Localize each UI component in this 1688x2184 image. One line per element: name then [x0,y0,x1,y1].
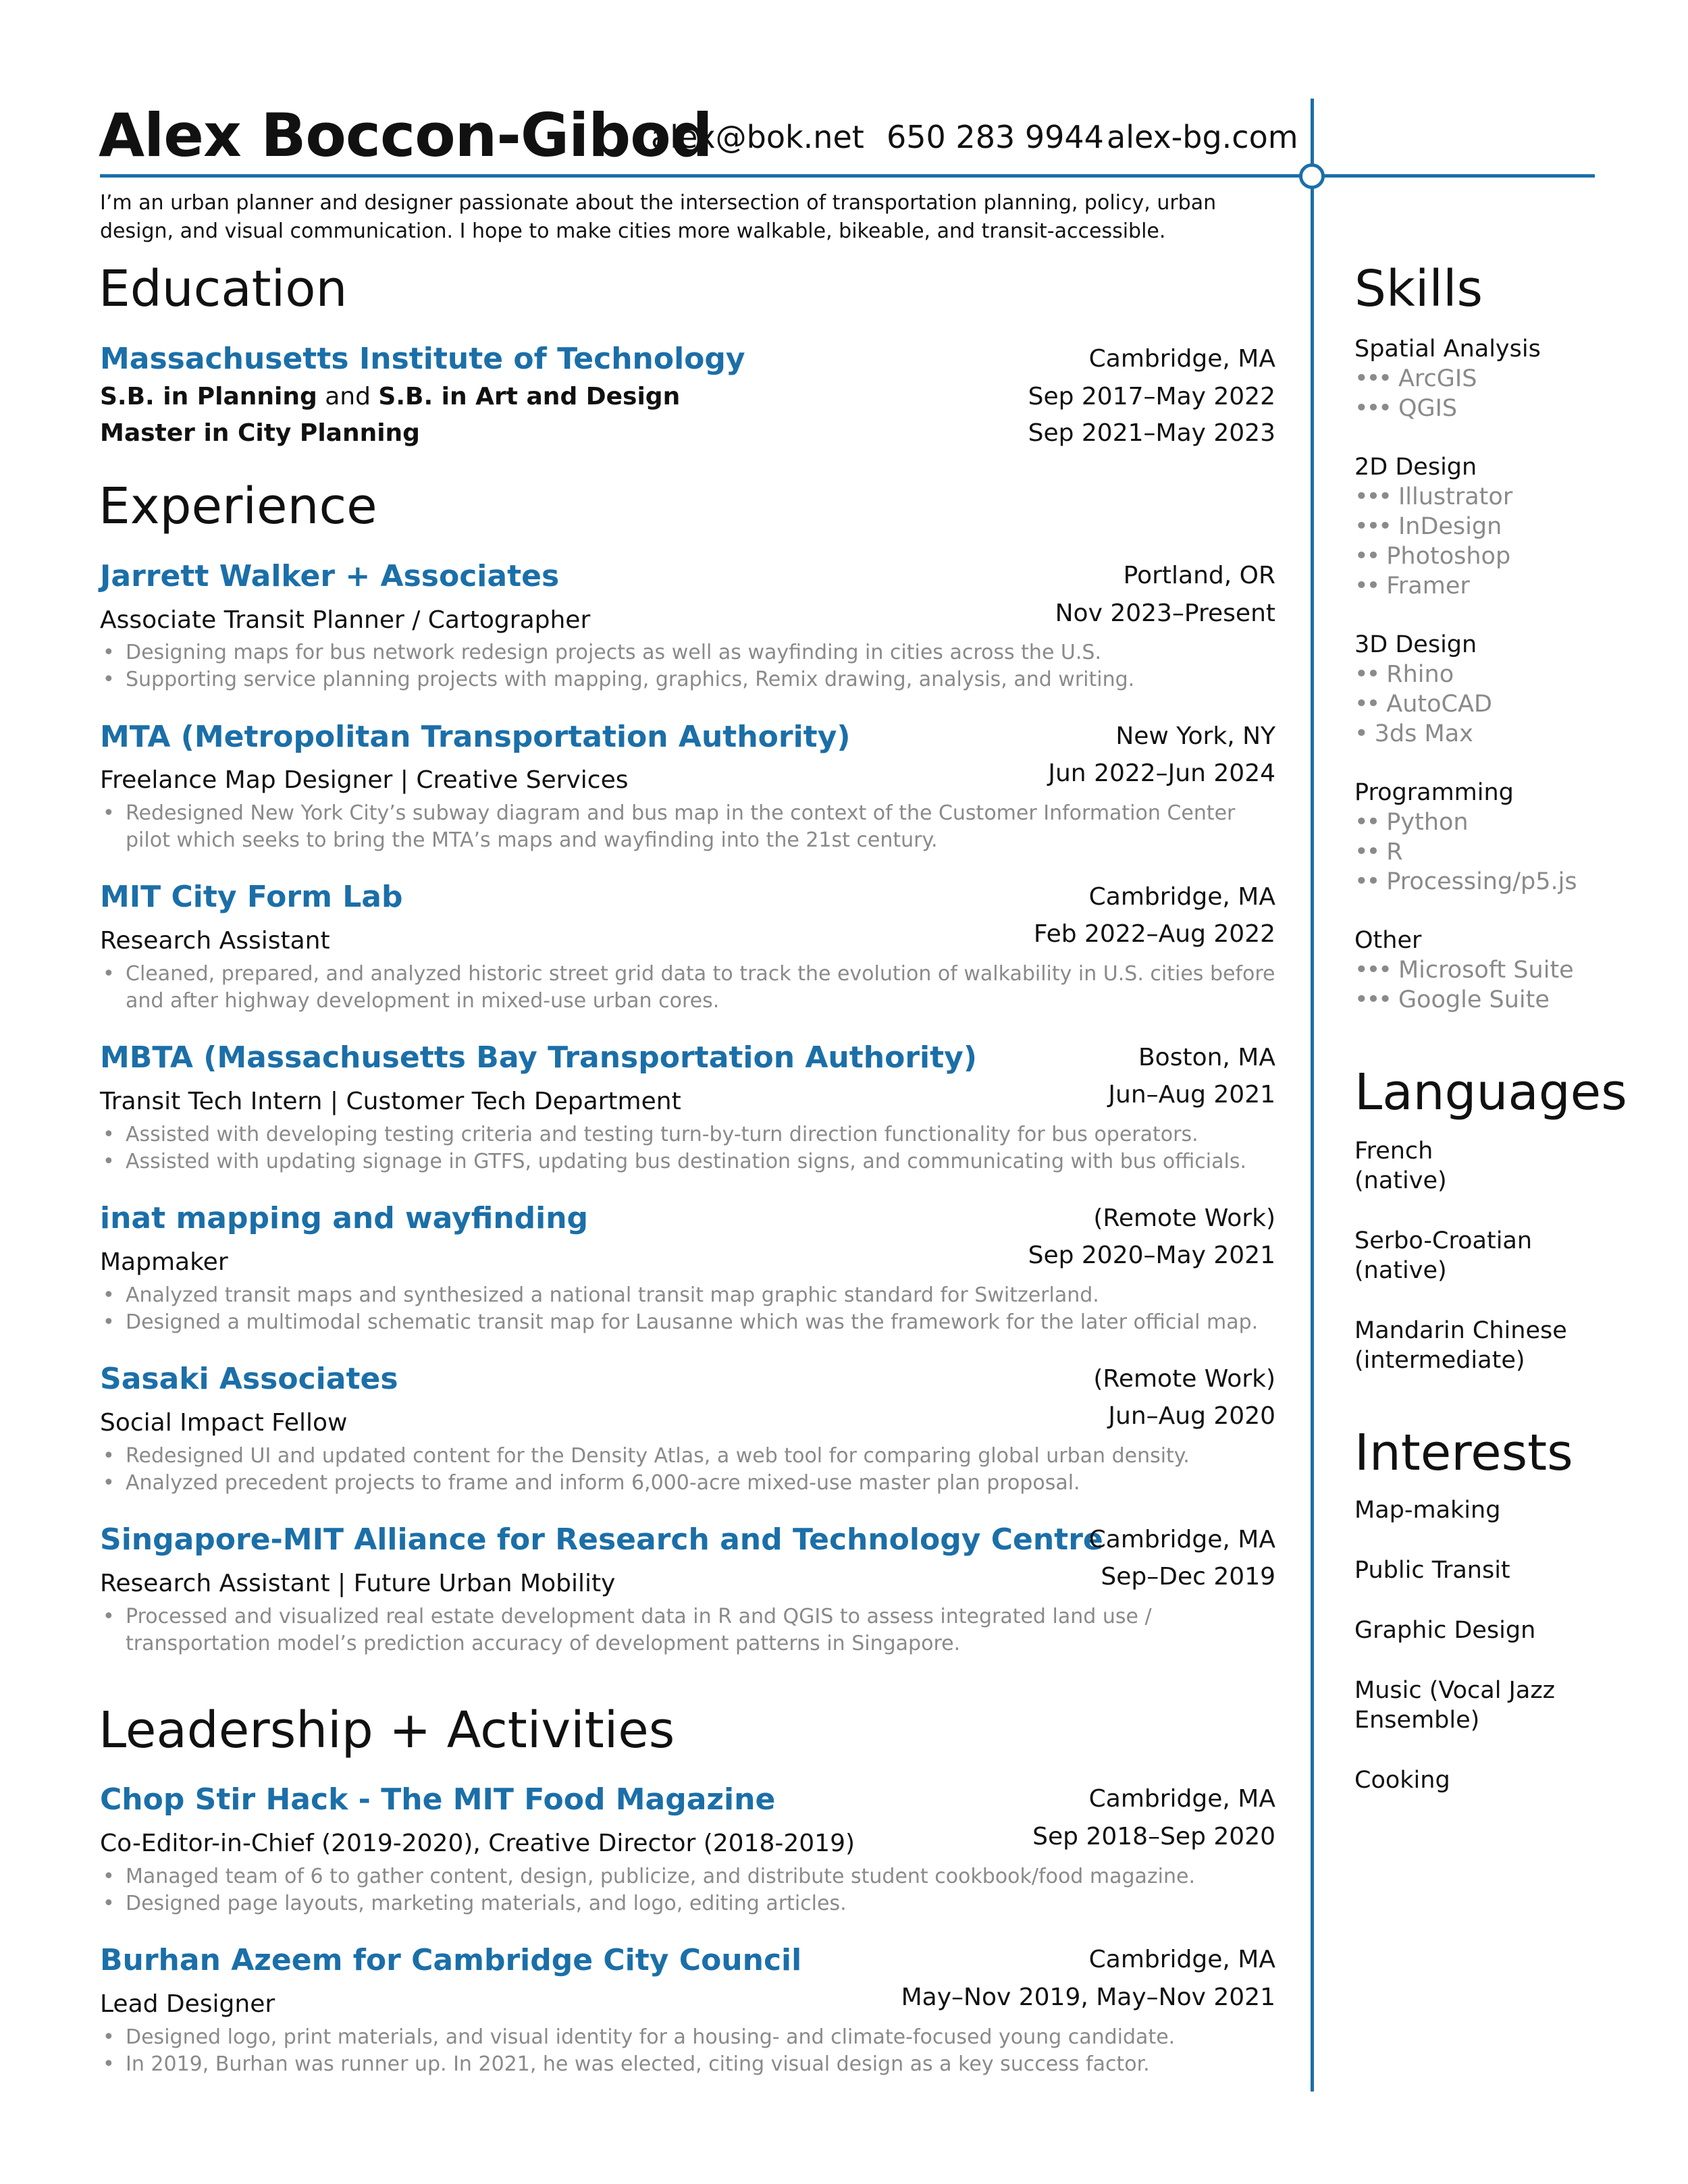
skill-item: •• Framer [1354,572,1470,600]
activity-location: Cambridge, MA [1088,1785,1275,1813]
bullet: • Designed logo, print materials, and visual identity for a housing- and climate-focused young candidate. [101,2024,1283,2051]
activity-dates: May–Nov 2019, May–Nov 2021 [901,1983,1275,2011]
education-heading: Education [99,260,348,318]
skill-item: ••• QGIS [1354,395,1458,422]
job-location: Cambridge, MA [1088,883,1275,911]
skill-level-dots: ••• [1354,986,1390,1013]
language-item: French (native) [1354,1138,1447,1194]
bullet: • In 2019, Burhan was runner up. In 2021, he was elected, citing visual design as a key success factor. [101,2051,1283,2078]
bullet: • Analyzed transit maps and synthesized a national transit map graphic standard for Switzerland. [101,1282,1283,1309]
skill-level-dots: ••• [1354,483,1390,510]
skill-item: •• Rhino [1354,661,1454,688]
job-role: Mapmaker [100,1248,228,1276]
bullet: • Managed team of 6 to gather content, design, publicize, and distribute student cookbook/food magazine. [101,1863,1283,1890]
interests-list [1354,1495,1665,1826]
job-bullets [101,1603,1283,1657]
job-bullets [101,800,1283,854]
job-role: Social Impact Fellow [100,1409,348,1437]
activity-org: Burhan Azeem for Cambridge City Council [100,1943,802,1977]
skill-level-dots: •• [1354,809,1379,836]
job-org: Sasaki Associates [100,1362,398,1396]
header-rule [100,174,1595,178]
language-item: Serbo-Croatian (native) [1354,1227,1533,1284]
interests-heading: Interests [1354,1424,1573,1482]
education-degree-1-dates: Sep 2017–May 2022 [1028,383,1275,410]
skill-group [1354,926,1665,1015]
activity-org: Chop Stir Hack - The MIT Food Magazine [100,1782,776,1817]
skill-group [1354,452,1665,601]
bullet: • Redesigned UI and updated content for the Density Atlas, a web tool for comparing global urban density. [101,1443,1283,1470]
skill-category: Spatial Analysis [1354,336,1541,363]
job-bullets [101,1282,1283,1336]
skill-level-dots: ••• [1354,365,1390,392]
skill-category: 2D Design [1354,454,1477,481]
skill-level-dots: •• [1354,838,1379,865]
experience-heading: Experience [99,477,377,535]
interest-item: Graphic Design [1354,1617,1536,1644]
sidebar-divider-line [1311,99,1314,2092]
bullet: • Supporting service planning projects with mapping, graphics, Remix drawing, analysis, and writing. [101,666,1283,693]
job-role: Research Assistant | Future Urban Mobility [100,1570,616,1597]
skill-item: •• AutoCAD [1354,691,1492,718]
website-link[interactable]: alex-bg.com [1107,119,1298,155]
activity-location: Cambridge, MA [1088,1946,1275,1973]
skill-item: •• Photoshop [1354,543,1511,570]
skill-level-dots: • [1354,720,1367,747]
activity-role: Co-Editor-in-Chief (2019-2020), Creative Director (2018-2019) [100,1830,855,1857]
job-location: (Remote Work) [1093,1204,1275,1232]
skill-item: ••• Google Suite [1354,986,1550,1013]
skill-category: Other [1354,927,1422,954]
job-org: MTA (Metropolitan Transportation Authority) [100,720,851,754]
skill-level-dots: •• [1354,691,1379,718]
bullet: • Assisted with developing testing criteria and testing turn-by-turn direction functionality for bus operators. [101,1121,1283,1148]
job-dates: Jun–Aug 2020 [1108,1402,1275,1430]
skill-level-dots: •• [1354,868,1379,895]
education-location: Cambridge, MA [1088,345,1275,373]
skill-item: ••• InDesign [1354,513,1502,540]
skill-item: • 3ds Max [1354,720,1473,747]
job-org: inat mapping and wayfinding [100,1201,589,1235]
phone-number: 650 283 9944 [887,119,1104,155]
job-role: Associate Transit Planner / Cartographer [100,606,591,634]
education-degree-2-dates: Sep 2021–May 2023 [1028,419,1275,447]
skill-item: ••• ArcGIS [1354,365,1477,392]
skill-item: •• Python [1354,809,1469,836]
leadership-heading: Leadership + Activities [99,1701,675,1759]
skills-list [1354,334,1665,1044]
bullet: • Designed page layouts, marketing materials, and logo, editing articles. [101,1890,1283,1917]
job-dates: Sep 2020–May 2021 [1028,1242,1275,1269]
job-bullets [101,1443,1283,1497]
bullet: • Designing maps for bus network redesign projects as well as wayfinding in cities across the U.S. [101,639,1283,666]
interest-item: Cooking [1354,1767,1450,1794]
education-degree-2: Master in City Planning [100,419,420,447]
bullet: • Assisted with updating signage in GTFS, updating bus destination signs, and communicating with bus officials. [101,1148,1283,1175]
skill-level-dots: •• [1354,543,1379,570]
job-role: Transit Tech Intern | Customer Tech Department [100,1088,681,1115]
email-link[interactable]: alex@bok.net [651,119,864,155]
job-location: Cambridge, MA [1088,1526,1275,1553]
job-location: (Remote Work) [1093,1365,1275,1393]
skill-item: •• Processing/p5.js [1354,868,1577,895]
skill-level-dots: ••• [1354,513,1390,540]
languages-list [1354,1136,1665,1406]
education-degree-1: S.B. in Planning and S.B. in Art and Design [100,383,681,410]
job-bullets [101,961,1283,1015]
activity-bullets [101,1863,1283,1917]
activity-dates: Sep 2018–Sep 2020 [1032,1823,1275,1850]
resume-name: Alex Boccon-Gibod [99,101,712,170]
job-dates: Jun–Aug 2021 [1108,1081,1275,1109]
job-org: MIT City Form Lab [100,880,403,914]
job-location: Portland, OR [1123,562,1275,589]
bullet: • Redesigned New York City’s subway diagram and bus map in the context of the Customer Information Center pilot which seeks to bring the MTA’s maps and wayfinding into the 21st century. [101,800,1283,854]
skill-item: ••• Microsoft Suite [1354,957,1574,984]
rule-junction-circle [1299,163,1325,189]
skill-category: Programming [1354,779,1514,806]
skill-item: •• R [1354,838,1403,865]
job-role: Freelance Map Designer | Creative Services [100,766,629,794]
job-bullets [101,639,1283,693]
bullet: • Analyzed precedent projects to frame and inform 6,000-acre mixed-use master plan proposal. [101,1470,1283,1497]
education-school: Massachusetts Institute of Technology [100,342,745,376]
activity-bullets [101,2024,1283,2078]
job-dates: Nov 2023–Present [1055,600,1275,627]
bullet: • Processed and visualized real estate development data in R and QGIS to assess integrated land use / transportation model’s prediction accuracy of development patterns in Singapore. [101,1603,1283,1657]
summary-text: I’m an urban planner and designer passionate about the intersection of transportation planning, policy, urban design, and visual communication. I hope to make cities more walkable, bikeable, and transit-accessible. [100,191,1217,243]
job-dates: Jun 2022–Jun 2024 [1048,760,1275,787]
languages-heading: Languages [1354,1063,1627,1121]
skill-item: ••• Illustrator [1354,483,1513,510]
interest-item: Public Transit [1354,1557,1510,1584]
interest-item: Music (Vocal Jazz Ensemble) [1354,1677,1556,1734]
skill-level-dots: ••• [1354,957,1390,984]
job-org: Jarrett Walker + Associates [100,559,560,593]
skill-level-dots: •• [1354,572,1379,600]
bullet: • Designed a multimodal schematic transit map for Lausanne which was the framework for the later official map. [101,1309,1283,1336]
skills-heading: Skills [1354,260,1483,318]
skill-group [1354,334,1665,423]
job-dates: Sep–Dec 2019 [1101,1563,1275,1591]
skill-level-dots: ••• [1354,395,1390,422]
interest-item: Map-making [1354,1497,1501,1524]
job-org: MBTA (Massachusetts Bay Transportation Authority) [100,1040,977,1075]
job-role: Research Assistant [100,927,330,955]
skill-level-dots: •• [1354,661,1379,688]
bullet: • Cleaned, prepared, and analyzed historic street grid data to track the evolution of walkability in U.S. cities before and after highway development in mixed-use urban cores. [101,961,1283,1015]
activity-role: Lead Designer [100,1990,275,2018]
skill-category: 3D Design [1354,631,1477,658]
language-item: Mandarin Chinese (intermediate) [1354,1317,1567,1374]
skill-group [1354,630,1665,749]
job-location: Boston, MA [1138,1044,1275,1071]
job-org: Singapore-MIT Alliance for Research and Technology Centre [100,1522,1103,1557]
skill-group [1354,778,1665,897]
job-dates: Feb 2022–Aug 2022 [1033,920,1275,948]
job-location: New York, NY [1115,722,1275,750]
job-bullets [101,1121,1283,1175]
